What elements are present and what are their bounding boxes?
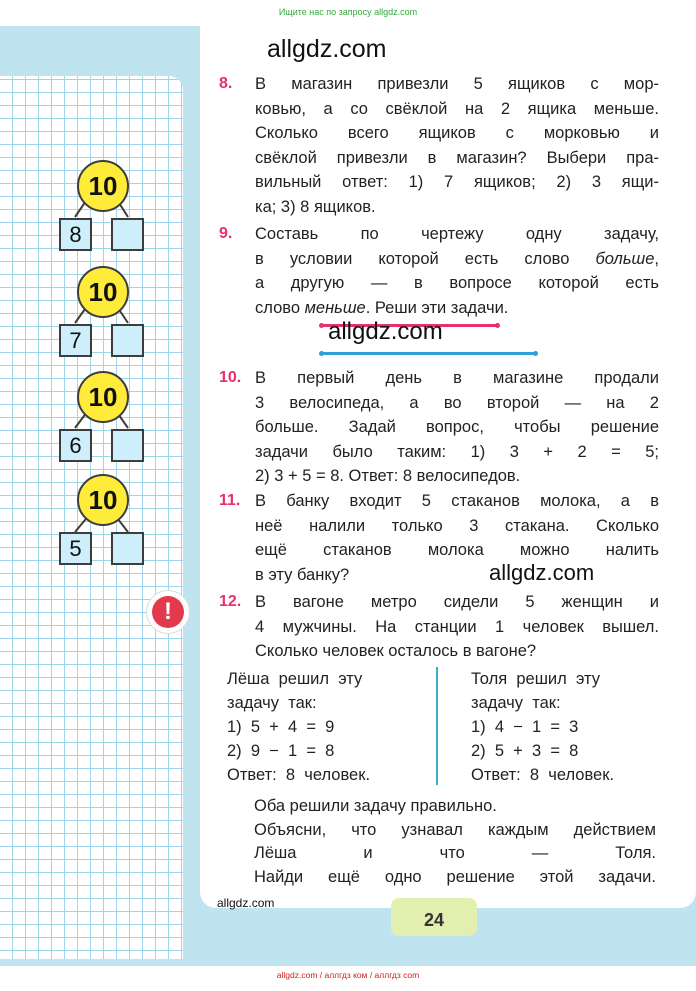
solution-line: Ответ: 8 человек. xyxy=(471,766,615,784)
drawing-segment-blue xyxy=(322,352,536,355)
diagram-total-circle: 10 xyxy=(77,371,129,423)
diagram-total-circle: 10 xyxy=(77,266,129,318)
diagram-part-box: 7 xyxy=(59,324,92,357)
solution-tolya xyxy=(471,667,671,787)
solution-line: задачу так: xyxy=(227,694,317,712)
solution-line: 1) 5 + 4 = 9 xyxy=(227,718,335,736)
task-8 xyxy=(219,72,659,220)
task-line: 3 велосипеда, а во второй — на 2 xyxy=(255,393,659,412)
footer-links: allgdz.com / аллгдз ком / аллгдз com xyxy=(276,970,420,980)
solution-lesha xyxy=(227,667,427,787)
task-line: в эту банку? xyxy=(255,565,350,584)
diagram-total-circle: 10 xyxy=(77,474,129,526)
watermark-bottom-left: allgdz.com xyxy=(217,896,275,910)
task-line: неё налили только 3 стакана. Сколько xyxy=(255,516,659,535)
column-divider xyxy=(436,667,438,785)
task-line: В первый день в магазине продали xyxy=(255,369,659,387)
search-note: Ищите нас по запросу allgdz.com xyxy=(278,7,418,17)
task-line: Составь по чертежу одну задачу, xyxy=(255,225,659,243)
task-line: Сколько человек осталось в вагоне? xyxy=(255,642,537,661)
diagram-blank-box[interactable] xyxy=(111,429,144,462)
task-line: Сколько всего ящиков с морковью и xyxy=(255,124,659,143)
task-line: ещё стаканов молока можно налить xyxy=(255,541,659,560)
task-line: В магазин привезли 5 ящиков с мор- xyxy=(255,75,659,93)
diagram-blank-box[interactable] xyxy=(111,324,144,357)
diagram-blank-box[interactable] xyxy=(111,532,144,565)
task-line: ка; 3) 8 ящиков. xyxy=(255,197,376,216)
diagram-part-box: 8 xyxy=(59,218,92,251)
task-line: ковью, а со свёклой на 2 ящика меньше. xyxy=(255,99,659,118)
solution-line: Толя решил эту xyxy=(471,670,600,688)
segment-end-dot xyxy=(533,351,538,356)
page-number: 24 xyxy=(391,898,477,936)
solution-line: задачу так: xyxy=(471,694,561,712)
task-12 xyxy=(219,590,659,664)
watermark-right: allgdz.com xyxy=(489,560,595,585)
task-line: а другую — в вопросе которой есть xyxy=(255,274,659,293)
closing-line: Лёша и что — Толя. xyxy=(254,844,656,863)
task-10 xyxy=(219,366,659,489)
task-number: 12. xyxy=(219,593,242,610)
task-line: В банку входит 5 стаканов молока, а в xyxy=(255,492,659,510)
segment-end-dot xyxy=(319,323,324,328)
segment-end-dot xyxy=(495,323,500,328)
solution-line: Ответ: 8 человек. xyxy=(227,766,371,784)
segment-end-dot xyxy=(319,351,324,356)
diagram-part-box: 5 xyxy=(59,532,92,565)
task-line: 2) 3 + 5 = 8. Ответ: 8 велосипедов. xyxy=(255,467,521,486)
closing-text xyxy=(254,795,656,889)
task-line: вильный ответ: 1) 7 ящиков; 2) 3 ящи- xyxy=(255,173,659,192)
task-line: в условии которой есть слово больше, xyxy=(255,249,659,268)
solution-line: 2) 9 − 1 = 8 xyxy=(227,742,335,760)
emphasis-word: больше xyxy=(595,249,655,268)
task-line: задачи было таким: 1) 3 + 2 = 5; xyxy=(255,442,659,461)
diagram-part-box: 6 xyxy=(59,429,92,462)
task-line: 4 мужчины. На станции 1 человек вышел. xyxy=(255,617,659,636)
watermark-middle: allgdz.com xyxy=(328,318,443,345)
closing-line: Объясни, что узнавал каждым действием xyxy=(254,820,656,839)
diagram-blank-box[interactable] xyxy=(111,218,144,251)
watermark-top: allgdz.com xyxy=(267,35,387,63)
task-number: 9. xyxy=(219,225,233,242)
task-line: слово меньше. Реши эти задачи. xyxy=(255,298,509,317)
task-number: 11. xyxy=(219,492,241,509)
task-number: 10. xyxy=(219,369,242,386)
emphasis-word: меньше xyxy=(304,298,366,317)
solution-line: Лёша решил эту xyxy=(227,670,363,688)
closing-line: Оба решили задачу правильно. xyxy=(254,797,497,815)
closing-line: Найди ещё одно решение этой задачи. xyxy=(254,867,656,886)
diagram-total-circle: 10 xyxy=(77,160,129,212)
task-line: больше. Задай вопрос, чтобы решение xyxy=(255,418,659,437)
exclamation-icon: ! xyxy=(152,596,184,628)
solution-line: 2) 5 + 3 = 8 xyxy=(471,742,579,760)
solution-line: 1) 4 − 1 = 3 xyxy=(471,718,579,736)
task-9 xyxy=(219,222,659,320)
task-number: 8. xyxy=(219,75,233,92)
attention-badge xyxy=(147,591,189,633)
task-line: В вагоне метро сидели 5 женщин и xyxy=(255,593,659,611)
task-line: свёклой привезли в магазин? Выбери пра- xyxy=(255,148,659,167)
